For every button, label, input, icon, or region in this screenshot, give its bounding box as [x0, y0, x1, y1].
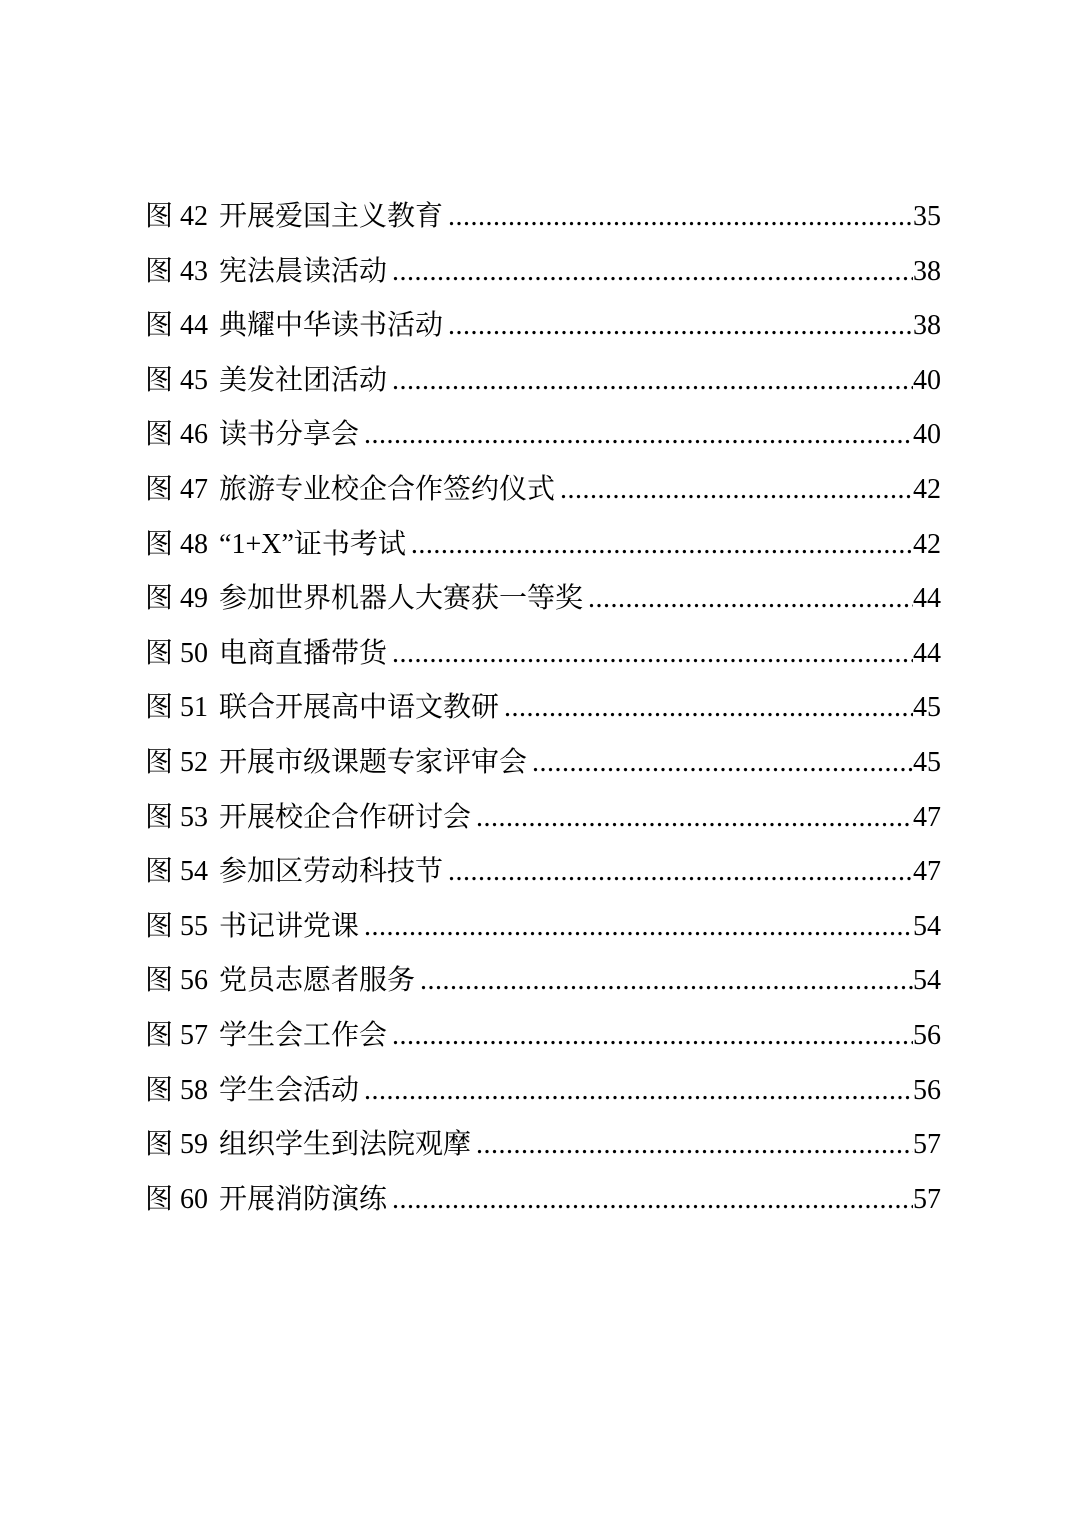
figure-title: 组织学生到法院观摩: [219, 1129, 472, 1161]
toc-entry[interactable]: [145, 1009, 941, 1064]
figure-title: 宪法晨读活动: [219, 255, 388, 287]
toc-entry[interactable]: [145, 1118, 941, 1173]
dot-leader: [411, 518, 913, 573]
toc-list-of-figures: [145, 190, 941, 1227]
dot-leader: [504, 681, 913, 736]
figure-title: 电商直播带货: [219, 637, 388, 669]
figure-label: 图 45: [145, 364, 209, 396]
page-number: 44: [913, 583, 941, 615]
dot-leader: [392, 1009, 913, 1064]
toc-entry[interactable]: [145, 791, 941, 846]
dot-leader: [392, 354, 913, 409]
figure-label: 图 42: [145, 201, 209, 232]
figure-title: 典耀中华读书活动: [219, 310, 444, 342]
figure-title: 参加区劳动科技节: [219, 856, 444, 888]
dot-leader: [364, 900, 913, 955]
figure-title: 美发社团活动: [219, 364, 388, 396]
toc-entry[interactable]: [145, 245, 941, 300]
figure-title: 参加世界机器人大赛获一等奖: [219, 583, 584, 615]
figure-title: 学生会工作会: [219, 1019, 388, 1051]
figure-title: 开展市级课题专家评审会: [219, 746, 528, 778]
page-number: 45: [913, 692, 941, 724]
figure-title: 联合开展高中语文教研: [219, 692, 500, 724]
page-number: 57: [913, 1183, 941, 1215]
dot-leader: [448, 845, 913, 900]
page-number: 44: [913, 637, 941, 669]
toc-entry[interactable]: [145, 190, 941, 245]
figure-label: 图 50: [145, 637, 209, 669]
dot-leader: [448, 190, 913, 245]
toc-entry[interactable]: [145, 463, 941, 518]
page-number: 40: [913, 419, 941, 451]
figure-label: 图 49: [145, 583, 209, 615]
figure-title: 学生会活动: [219, 1074, 360, 1106]
figure-title: 读书分享会: [219, 419, 360, 451]
page-number: 42: [913, 528, 941, 560]
figure-label: 图 52: [145, 746, 209, 778]
page-number: 47: [913, 856, 941, 888]
dot-leader: [560, 463, 913, 518]
page-number: 54: [913, 965, 941, 997]
toc-entry[interactable]: [145, 1173, 941, 1228]
page-number: 45: [913, 746, 941, 778]
page-number: 42: [913, 473, 941, 505]
page-number: 56: [913, 1019, 941, 1051]
figure-title: 开展校企合作研讨会: [219, 801, 472, 833]
toc-entry[interactable]: [145, 845, 941, 900]
figure-label: 图 59: [145, 1129, 209, 1161]
toc-entry[interactable]: [145, 1064, 941, 1119]
toc-entry[interactable]: [145, 900, 941, 955]
toc-entry[interactable]: [145, 681, 941, 736]
toc-entry[interactable]: [145, 354, 941, 409]
figure-title: 党员志愿者服务: [219, 965, 416, 997]
dot-leader: [476, 1118, 913, 1173]
figure-label: 图 47: [145, 473, 209, 505]
figure-title: 开展消防演练: [219, 1183, 388, 1215]
page-number: 57: [913, 1129, 941, 1161]
dot-leader: [392, 1173, 913, 1228]
page-number: 54: [913, 910, 941, 942]
figure-label: 图 56: [145, 965, 209, 997]
dot-leader: [392, 627, 913, 682]
figure-label: 图 60: [145, 1183, 209, 1215]
figure-label: 图 53: [145, 801, 209, 833]
toc-entry[interactable]: [145, 408, 941, 463]
figure-title: 书记讲党课: [219, 910, 360, 942]
page-number: 35: [913, 201, 941, 232]
figure-label: 图 51: [145, 692, 209, 724]
dot-leader: [364, 1064, 913, 1119]
page-number: 38: [913, 310, 941, 342]
toc-entry[interactable]: [145, 572, 941, 627]
figure-label: 图 55: [145, 910, 209, 942]
toc-entry[interactable]: [145, 736, 941, 791]
toc-entry[interactable]: [145, 518, 941, 573]
dot-leader: [588, 572, 913, 627]
dot-leader: [364, 408, 913, 463]
figure-title: 旅游专业校企合作签约仪式: [219, 473, 556, 505]
figure-title: “1+X”证书考试: [219, 528, 406, 560]
figure-label: 图 43: [145, 255, 209, 287]
figure-label: 图 44: [145, 310, 209, 342]
dot-leader: [420, 954, 913, 1009]
figure-title: 开展爱国主义教育: [219, 201, 444, 232]
dot-leader: [476, 791, 913, 846]
figure-label: 图 58: [145, 1074, 209, 1106]
toc-entry[interactable]: [145, 627, 941, 682]
figure-label: 图 46: [145, 419, 209, 451]
dot-leader: [532, 736, 913, 791]
page-number: 38: [913, 255, 941, 287]
toc-entry[interactable]: [145, 954, 941, 1009]
figure-label: 图 48: [145, 528, 209, 560]
toc-entry[interactable]: [145, 299, 941, 354]
page-number: 47: [913, 801, 941, 833]
figure-label: 图 54: [145, 856, 209, 888]
figure-label: 图 57: [145, 1019, 209, 1051]
page-number: 40: [913, 364, 941, 396]
dot-leader: [392, 245, 913, 300]
dot-leader: [448, 299, 913, 354]
page-number: 56: [913, 1074, 941, 1106]
